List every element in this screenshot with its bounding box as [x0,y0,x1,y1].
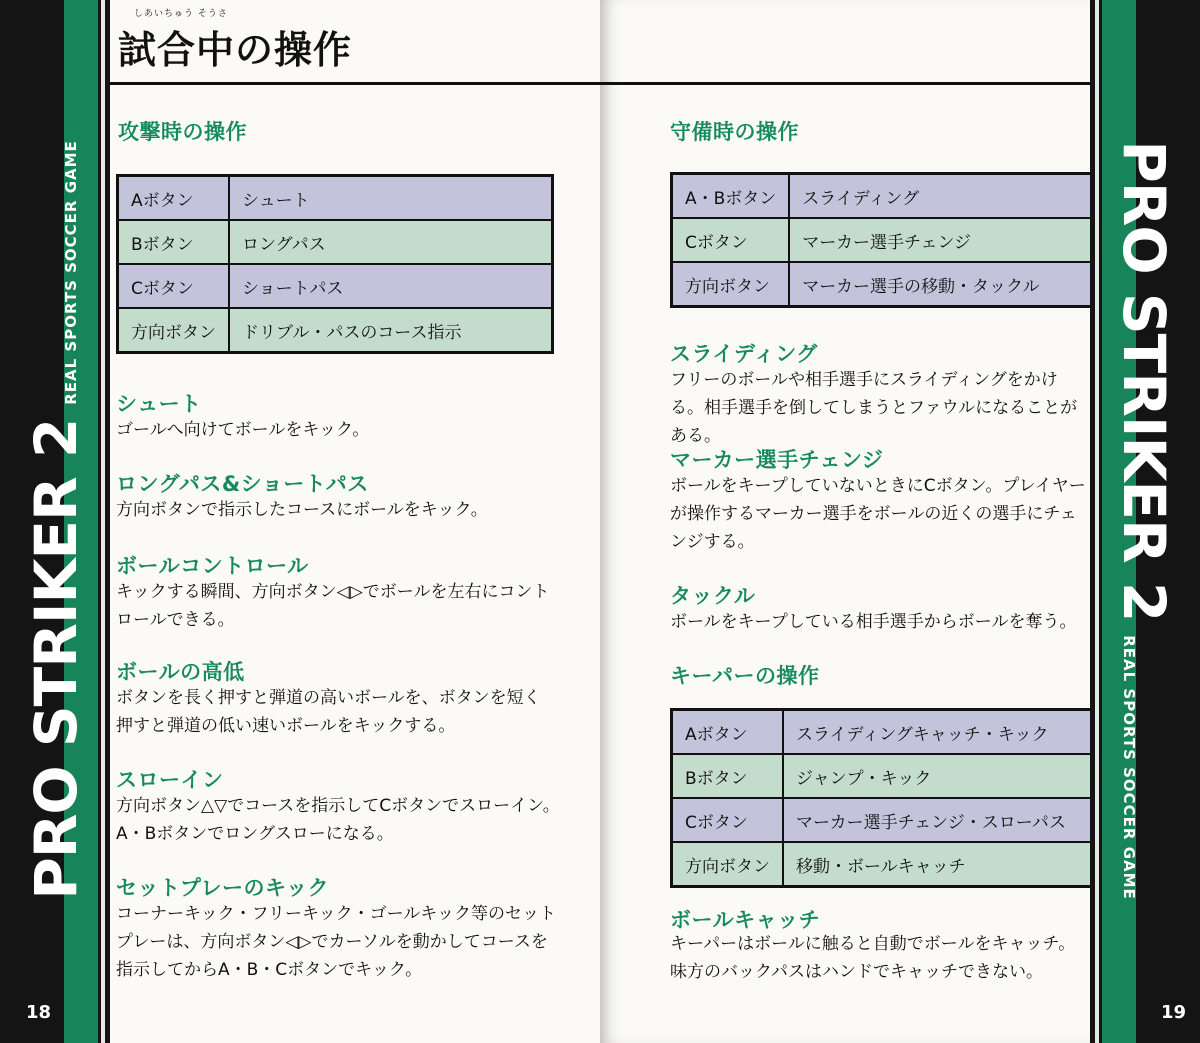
button-action: ロングパス [229,220,553,264]
section-text: ボタンを長く押すと弾道の高いボールを、ボタンを短く押すと弾道の低い速いボールをキックする。 [116,688,541,736]
section-text: フリーのボールや相手選手にスライディングをかける。相手選手を倒してしまうとファウルになることがある。 [670,370,1078,446]
button-key: 方向ボタン [118,308,230,353]
logo-subtitle: REAL SPORTS SOCCER GAME [62,140,80,405]
logo-subtitle: REAL SPORTS SOCCER GAME [1120,635,1138,900]
section-heading: ボールキャッチ [670,908,821,932]
keeper-heading: キーパーの操作 [670,664,820,688]
title-ruby: しあいちゅう そうさ [134,9,228,19]
page-title-wrap [118,6,352,74]
section-heading: ボールコントロール [116,554,309,578]
section-heading: マーカー選手チェンジ [670,448,884,472]
section-text: キックする瞬間、方向ボタン◁▷でボールを左右にコントロールできる。 [116,582,550,630]
right-page [600,0,1090,1043]
button-key: Aボタン [672,710,784,755]
section-heading: タックル [670,584,756,608]
right-spine [1090,0,1200,1043]
button-action: スライディング [789,174,1104,219]
table-row [672,174,1105,219]
logo-brand: PRO STRIKER 2 [22,418,90,900]
button-action: マーカー選手の移動・タックル [789,262,1104,307]
table-row [672,262,1105,307]
button-action: マーカー選手チェンジ・スローパス [783,798,1107,842]
spine-stripe [101,0,105,1043]
section-text: コーナーキック・フリーキック・ゴールキック等のセットプレーは、方向ボタン◁▷でカーソルを動かしてコースを指示してからA・B・Cボタンでキック。 [116,904,556,980]
section-heading: ロングパス&ショートパス [116,472,369,496]
defense-heading: 守備時の操作 [670,120,799,144]
table-row [672,754,1107,798]
game-logo [1110,140,1178,900]
keeper-controls-table [670,708,1108,888]
section-text: 方向ボタンで指示したコースにボールをキック。 [116,500,488,520]
section-text: 方向ボタン△▽でコースを指示してCボタンでスローイン。A・Bボタンでロングスローになる。 [116,796,560,844]
section-text: キーパーはボールに触ると自動でボールをキャッチ。味方のバックパスはハンドでキャッチできない。 [670,934,1076,982]
button-key: Bボタン [118,220,230,264]
page-title: 試合中の操作 [118,28,353,72]
logo-brand: PRO STRIKER 2 [1110,140,1178,622]
table-row [118,220,553,264]
button-key: Bボタン [672,754,784,798]
page-header [110,0,600,85]
table-row [672,842,1107,887]
defense-controls-table [670,172,1106,308]
button-action: シュート [229,176,553,221]
button-action: ドリブル・パスのコース指示 [229,308,553,353]
button-action: マーカー選手チェンジ [789,218,1104,262]
section-heading: ボールの高低 [116,660,245,684]
section-text: ゴールへ向けてボールをキック。 [116,420,370,440]
button-key: 方向ボタン [672,842,784,887]
page-number-left: 18 [26,1002,52,1023]
table-row [118,308,553,353]
section-heading: シュート [116,392,202,416]
button-key: A・Bボタン [672,174,790,219]
table-row [672,798,1107,842]
spine-stripe [1095,0,1099,1043]
section-heading: セットプレーのキック [116,876,330,900]
attack-controls-table [116,174,554,354]
table-row [672,710,1107,755]
game-logo [22,140,90,900]
table-row [118,264,553,308]
table-row [672,218,1105,262]
section-text: ボールをキープしている相手選手からボールを奪う。 [670,612,1077,632]
button-key: Cボタン [672,798,784,842]
left-page [110,0,600,1043]
left-spine [0,0,110,1043]
button-key: Aボタン [118,176,230,221]
button-action: 移動・ボールキャッチ [783,842,1107,887]
table-row [118,176,553,221]
section-heading: スローイン [116,768,224,792]
button-action: ショートパス [229,264,553,308]
section-text: ボールをキープしていないときにCボタン。プレイヤーが操作するマーカー選手をボールの近くの選手にチェンジする。 [670,476,1086,552]
section-heading: スライディング [670,342,818,366]
button-action: スライディングキャッチ・キック [783,710,1107,755]
button-key: Cボタン [118,264,230,308]
button-action: ジャンプ・キック [783,754,1107,798]
page-header [600,0,1090,85]
button-key: Cボタン [672,218,790,262]
page-number-right: 19 [1160,1002,1186,1023]
attack-heading: 攻撃時の操作 [118,120,247,144]
button-key: 方向ボタン [672,262,790,307]
